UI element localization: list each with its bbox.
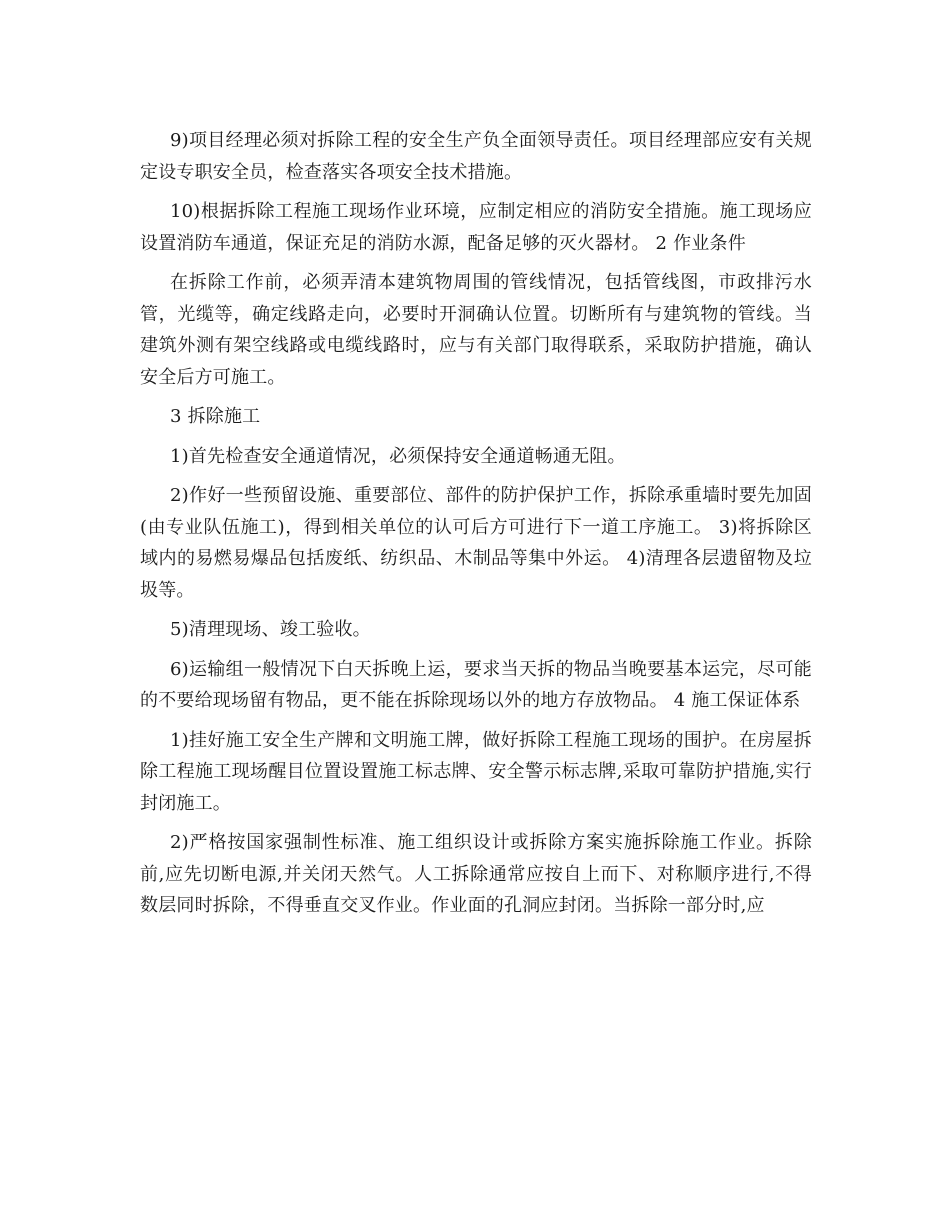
paragraph-guarantee-1: 1)挂好施工安全生产牌和文明施工牌，做好拆除工程施工现场的围护。在房屋拆除工程施工现场醒目位置设置施工标志牌、安全警示标志牌,采取可靠防护措施,实行封闭施工。 xyxy=(140,729,812,814)
paragraph-step-1: 1)首先检查安全通道情况，必须保持安全通道畅通无阻。 xyxy=(170,445,626,467)
paragraph-item-10: 10)根据拆除工程施工现场作业环境，应制定相应的消防安全措施。施工现场应设置消防车通道，保证充足的消防水源，配备足够的灭火器材。 2 作业条件 xyxy=(140,201,812,254)
paragraph-item-9: 9)项目经理必须对拆除工程的安全生产负全面领导责任。项目经理部应安有关规定设专职安全员，检查落实各项安全技术措施。 xyxy=(140,130,812,183)
paragraph-step-6: 6)运输组一般情况下白天拆晚上运，要求当天拆的物品当晚要基本运完，尽可能的不要给现场留有物品，更不能在拆除现场以外的地方存放物品。 4 施工保证体系 xyxy=(140,658,812,711)
document-body xyxy=(140,125,812,930)
paragraph-step-5: 5)清理现场、竣工验收。 xyxy=(170,619,371,640)
section-heading-demolition: 3 拆除施工 xyxy=(170,406,261,427)
paragraph-guarantee-2: 2)严格按国家强制性标准、施工组织设计或拆除方案实施拆除施工作业。拆除前,应先切断电源,并关闭天然气。人工拆除通常应按自上而下、对称顺序进行,不得数层同时拆除，不得垂直交叉作业。作业面的孔洞应封闭。当拆除一部分时,应 xyxy=(140,832,812,916)
paragraph-step-2: 2)作好一些预留设施、重要部位、部件的防护保护工作，拆除承重墙时要先加固(由专业队伍施工)，得到相关单位的认可后方可进行下一道工序施工。 3)将拆除区域内的易燃易爆品包括废纸、纺织品、木制品等集中外运。 4)清理各层遗留物及垃圾等。 xyxy=(140,485,812,601)
paragraph-work-conditions: 在拆除工作前，必须弄清本建筑物周围的管线情况，包括管线图，市政排污水管，光缆等，确定线路走向，必要时开洞确认位置。切断所有与建筑物的管线。当建筑外测有架空线路或电缆线路时，应与有关部门取得联系，采取防护措施，确认安全后方可施工。 xyxy=(140,272,812,388)
